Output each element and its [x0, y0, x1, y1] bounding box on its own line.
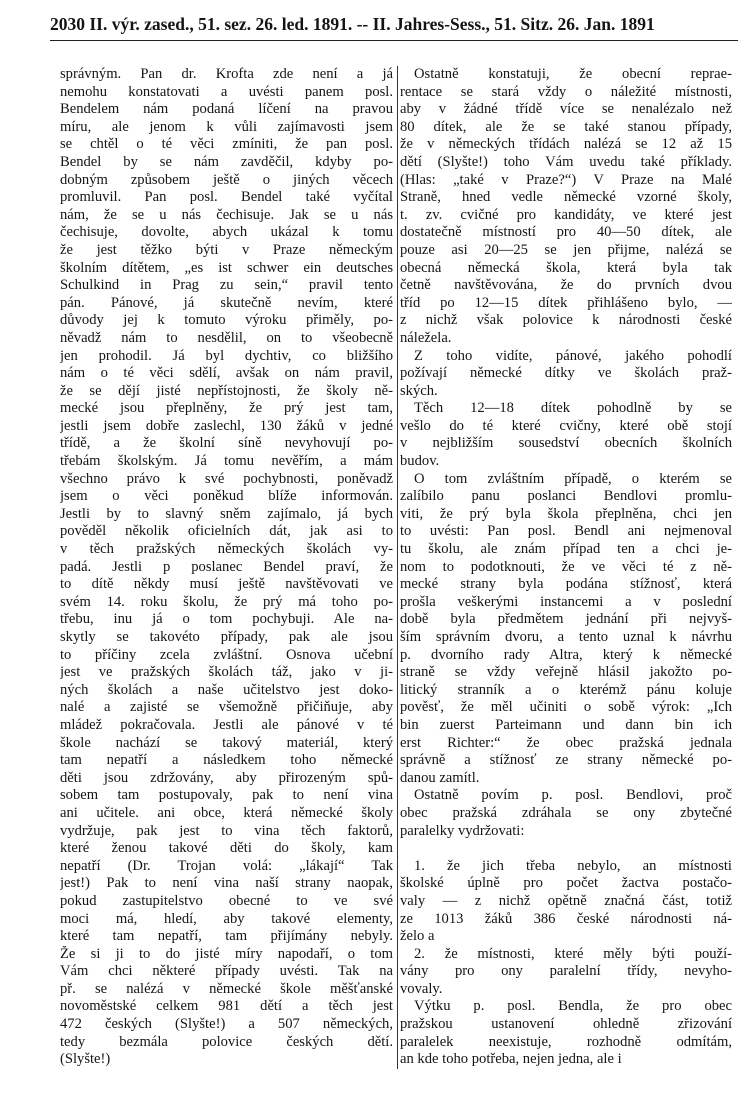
- left-column-line: jest ve pražských školách táž, jako v ji-: [60, 664, 393, 681]
- right-column-line: danou zamítl.: [400, 769, 480, 786]
- left-column-line: pán. Pánové, já skutečně nevím, které: [60, 294, 393, 311]
- right-column-line: z nichž však polovice k národnosti české: [400, 312, 732, 329]
- right-column-line: paralelky vydržovati:: [400, 822, 525, 839]
- right-column-line: [400, 840, 732, 858]
- right-column-line: obecná německá škola, která byla tak: [400, 259, 732, 276]
- right-column-line: v nejbližším sousedství obecních školních: [400, 435, 732, 452]
- left-column-line: dobným způsobem ještě o jiných věcech: [60, 171, 393, 188]
- right-column-line: zalíbilo panu poslanci Bendlovi promlu-: [400, 488, 732, 505]
- left-column-line: svém 14. roku školu, že prý má toho po-: [60, 593, 393, 610]
- left-column-line: ani učitele. ani obce, která německé školy: [60, 804, 393, 821]
- left-column-line: míru, ale jenom k vůli zajímavosti jsem: [60, 118, 393, 135]
- left-column-line: (Slyšte!): [60, 1051, 111, 1068]
- left-column-line: to dítě někdy musí ještě navštěvovati ve: [60, 576, 393, 593]
- left-column-line: novoměstské celkem 981 dětí a těch jest: [60, 998, 393, 1015]
- right-column-line: školské úplně pro počet žactva postačo-: [400, 875, 732, 892]
- left-column-line: ných školách a naše učitelstvo jest doko-: [60, 681, 393, 698]
- right-column-line: an kde toho potřeba, nejen jedna, ale i: [400, 1051, 622, 1068]
- right-column-line: bin zuerst Parteimann und dann bin ich: [400, 716, 732, 733]
- left-column-line: 472 českých (Slyšte!) a 507 německých,: [60, 1016, 393, 1033]
- left-column-line: důvody jej k tomuto výroku přiměly, po-: [60, 312, 393, 329]
- right-column-line: Z toho vidíte, pánové, jakého pohodlí: [414, 347, 732, 364]
- left-column-line: pokud zastupitelstvo obecné to ve své: [60, 892, 393, 909]
- right-column-line: náležela.: [400, 329, 452, 346]
- right-column-line: (Hlas: „také v Praze?“) V Praze na Malé: [400, 171, 732, 188]
- left-column-line: sobem tam postupovaly, pak to není vina: [60, 787, 393, 804]
- left-column-line: se chtěl o té věci zmíniti, že pan posl.: [60, 136, 393, 153]
- right-column-line: pověsť, že měl učiniti o sobě výrok: „Ich: [400, 699, 732, 716]
- right-column-line: Ostatně konstatuji, že obecní repraе-: [414, 66, 732, 82]
- left-column-line: třebám školským. Já tomu nevěřím, a mám: [60, 453, 393, 470]
- left-column-line: Jestli by to slavný sněm zajímalo, já bych: [60, 505, 393, 522]
- left-column-line: správným. Pan dr. Krofta zde není a já: [60, 66, 393, 82]
- left-column-line: nemohu konstatovati a uvésti panem posl.: [60, 83, 393, 100]
- right-column-line: straně se vždy veřejně hlásil jakožto po-: [400, 664, 732, 681]
- right-column-line: ším správním dvoru, a tento uznal k návrhu: [400, 629, 732, 645]
- left-column-line: padá. Jestli p poslanec Bendel praví, že: [60, 558, 393, 575]
- right-column-line: dostatečně místností pro 40—50 dítek, ale: [400, 224, 732, 241]
- left-column-line: třídě, a že školní síně nevyhovují po-: [60, 435, 393, 452]
- right-column-line: O tom zvláštním případě, o kterém se: [414, 470, 732, 487]
- right-column-line: správně a stížnosť ze strany německé po-: [400, 752, 732, 769]
- right-column-line: Straně, hned vedle německé vzorné školy,: [400, 189, 732, 206]
- left-column-line: jestli jsem dobře zaslechl, 130 žáků v jedné: [60, 417, 393, 434]
- left-column-line: nám o té věci sdělí, avšak on nám pravil,: [60, 365, 393, 382]
- left-column-line: promluvil. Pan posl. Bendel také vyčítal: [60, 189, 393, 206]
- right-column-line: ských.: [400, 382, 438, 399]
- left-column-line: př. se nalézá v německé škole měšťanské: [60, 980, 393, 997]
- page-header-text: 2030 II. výr. zased., 51. sez. 26. led. 1891. -- II. Jahres-Sess., 51. Sitz. 26. Jan. 1891: [50, 14, 655, 34]
- right-column-line: ze 1013 žáků 386 české národnosti ná-: [400, 910, 732, 927]
- left-column-line: nepatří (Dr. Trojan volá: „lákají“ Tak: [60, 857, 393, 874]
- right-column-line: budov.: [400, 453, 440, 470]
- right-column-line: obec pražská zdráhala se ony zbytečné: [400, 804, 732, 821]
- left-column-line: jen prohodil. Já byl dychtiv, co bližšího: [60, 347, 393, 364]
- right-column-line: 2. že místnosti, které měly býti použí-: [414, 945, 732, 962]
- left-column-line: že jest těžko býti v Praze německým: [60, 241, 393, 258]
- right-column-line: že v německých třídách nalézá se 12 až 15: [400, 136, 732, 153]
- left-column-line: tedy bezmála polovice českých dětí.: [60, 1033, 393, 1050]
- right-column-line: valy — z nichž opětně značná část, totiž: [400, 892, 732, 909]
- right-column-line: vešlo do té které cvičny, které obě stojí: [400, 417, 732, 434]
- left-column: [60, 66, 393, 1069]
- left-column-line: moci má, hledí, aby takové elementy,: [60, 910, 393, 927]
- right-column-line: době byla předmětem jednání při nejvyš-: [400, 611, 732, 628]
- right-column-line: tříd po 12—15 dítek přihlášeno bylo, —: [400, 294, 732, 311]
- left-column-line: něvadž nám to nesdělil, on to všeobecně: [60, 329, 393, 346]
- right-column: [400, 66, 732, 1069]
- left-column-line: nám, že se u nás čechisuje. Jak se u nás: [60, 206, 393, 223]
- left-column-line: mecké jsou přeplněny, že prý jest tam,: [60, 400, 393, 417]
- right-column-line: požívají německé dítky ve školách praž-: [400, 365, 732, 382]
- right-column-line: t. zv. cvičné pro kandidáty, ve které jest: [400, 206, 732, 223]
- right-column-line: viti, že prý byla škola přeplněna, chci jen: [400, 505, 732, 522]
- left-column-line: děti jsou zdržovány, aby přirozeným spů-: [60, 769, 393, 786]
- right-column-line: pražskou ustanovení ohledně zřizování: [400, 1016, 732, 1033]
- right-column-line: nom to podotknouti, že ve věci té z ně-: [400, 558, 732, 575]
- left-column-line: škole nachází se takový materiál, který: [60, 734, 393, 751]
- left-column-line: mládež pokračovala. Jestli ale pánové v té: [60, 716, 393, 733]
- right-column-line: dětí (Slyšte!) toho Vám uvedu také příklady.: [400, 153, 732, 170]
- left-column-line: Že si ji to do jisté míry napodaří, o tom: [60, 945, 393, 962]
- right-column-line: tu školu, ale znám případ ten a chci je-: [400, 541, 732, 558]
- right-column-line: Ostatně povím p. posl. Bendlovi, proč: [414, 787, 732, 804]
- left-column-line: Vám chci některé případy uvésti. Tak na: [60, 963, 393, 980]
- left-column-line: jest!) Pak to není vina naší strany naopak,: [60, 875, 393, 892]
- left-column-line: čechisuje, dovolte, abych ukázal k tomu: [60, 224, 393, 241]
- right-column-line: rentace se stará vždy o náležité místnosti,: [400, 83, 732, 100]
- left-column-line: Bendel by se nám zavděčil, kdyby po-: [60, 153, 393, 170]
- right-column-line: 1. že jich třeba nebylo, an místnosti: [414, 857, 732, 874]
- right-column-line: paralelek neexistuje, rozhodně odmítám,: [400, 1033, 732, 1050]
- left-column-line: Bendelem nám podaná líčení na pravou: [60, 101, 393, 118]
- left-column-line: tam nepatří a následkem toho německé: [60, 752, 393, 769]
- left-column-line: to příčiny zcela zvláštní. Osnova učební: [60, 646, 393, 663]
- left-column-line: které ženou takové děti do školy, kam: [60, 840, 393, 857]
- right-column-line: p. dvorního rady Altra, který k německé: [400, 646, 732, 663]
- left-column-line: nalé a zajisté se všemožně přičiňuje, aby: [60, 699, 393, 716]
- left-column-line: třebu, inu já o tom pochybuji. Ale na-: [60, 611, 393, 628]
- right-column-line: Výtku p. posl. Bendla, že pro obec: [414, 998, 732, 1015]
- right-column-line: aby v žádné třídě více se nenalézalo než: [400, 101, 732, 118]
- right-column-line: vovaly.: [400, 980, 443, 997]
- left-column-line: jsem o věci poněkud blíže informován.: [60, 488, 393, 505]
- right-column-line: pouze asi 20—25 se jen přijme, nalézá se: [400, 241, 732, 258]
- left-column-line: pověděl několik oficielních dát, jak asi to: [60, 523, 393, 540]
- right-column-line: želo a: [400, 928, 435, 945]
- left-column-line: Schulkind in Prag zu sein,“ pravil tento: [60, 277, 393, 294]
- left-column-line: že se dějí jisté nepřístojnosti, že školy ně-: [60, 382, 393, 399]
- left-column-line: školním dítětem, „es ist schwer ein deutsches: [60, 259, 393, 276]
- right-column-line: Těch 12—18 dítek pohodlně by se: [414, 400, 732, 417]
- right-column-line: vány pro ony paralelní třídy, nevyho-: [400, 963, 732, 980]
- right-column-line: mecké strany byla podána stížnosť, která: [400, 576, 732, 593]
- left-column-line: které tam nepatří, tam přijímány nebyly.: [60, 928, 393, 945]
- column-divider: [397, 66, 398, 1069]
- left-column-line: všechno právo k své pochybnosti, poněvadž: [60, 470, 393, 487]
- left-column-line: vydržuje, pak jest to vina těch faktorů,: [60, 822, 393, 839]
- left-column-line: skytly se takovéto případy, pak ale jsou: [60, 629, 393, 645]
- right-column-line: 80 dítek, ale že se také stanou případy,: [400, 118, 732, 135]
- right-column-line: četně navštěvována, že do prvních dvou: [400, 277, 732, 294]
- right-column-line: prošla veškerými instancemi a v poslední: [400, 593, 732, 610]
- right-column-line: litický stranník a o kterémž pánu koluje: [400, 681, 732, 698]
- right-column-line: to uvésti: Pan posl. Bendl ani nejmenoval: [400, 523, 732, 540]
- left-column-line: v těch pražských německých školách vy-: [60, 541, 393, 558]
- right-column-line: erst Richter:“ že obec pražská jednala: [400, 734, 732, 751]
- page-header: [50, 14, 738, 41]
